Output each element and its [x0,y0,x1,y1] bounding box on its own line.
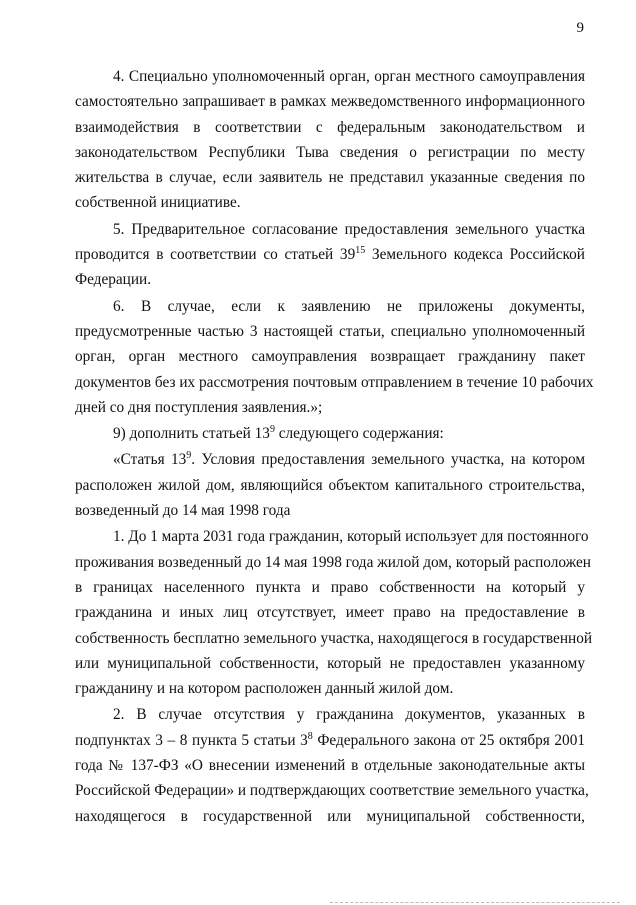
article-heading [75,447,585,523]
text-line: возведенный до 14 мая 1998 года [75,502,291,520]
article-item-1 [75,524,593,701]
text-line: взаимодействия в соответствии с федеральным законодательством и [75,118,585,136]
text-line: собственность бесплатно земельного участка, находящегося в государственной [75,629,593,647]
superscript: 9 [186,450,192,462]
text-fragment: Земельного кодекса Российской [365,246,585,264]
text-line: законодательством Республики Тыва сведения о регистрации по месту [75,143,585,161]
text-line [75,421,585,446]
text-fragment: Федерального закона от 25 октября 2001 [312,731,585,749]
document-body [75,64,594,830]
superscript: 15 [355,245,366,257]
text-line: 2. В случае отсутствия у гражданина документов, указанных в [113,706,585,724]
text-fragment: . Условия предоставления земельного участка, на котором [191,451,586,469]
text-line [75,728,585,753]
text-line: гражданину и на котором расположен данный жилой дом. [75,680,454,698]
text-line: года № 137-ФЗ «О внесении изменений в отдельные законодательные акты [75,757,585,775]
text-line: 1. До 1 марта 2031 года гражданин, который использует для постоянного [113,528,589,546]
text-line [75,242,585,267]
text-fragment: проводится в соответствии со статьей 39 [75,246,356,264]
text-line: или муниципальной собственности, который не предоставлен указанному [75,654,585,672]
superscript: 8 [307,730,313,742]
text-line: гражданина и иных лиц отсутствует, имеет право на предоставление в [75,604,585,622]
text-fragment: подпунктах 3 – 8 пункта 5 статьи 3 [75,731,308,749]
text-line: дней со дня поступления заявления.»; [75,398,323,416]
text-line: документов без их рассмотрения почтовым отправлением в течение 10 рабочих [75,373,594,391]
scan-edge-divider [330,902,620,903]
text-line: 6. В случае, если к заявлению не приложены документы, [113,297,585,315]
text-fragment: «Статья 13 [113,451,187,469]
text-line: Федерации. [75,271,152,289]
text-line [75,447,585,472]
superscript: 9 [269,424,275,436]
article-item-2 [75,702,589,828]
text-line: жительства в случае, если заявитель не представил указанные сведения по [75,169,585,187]
text-line: 5. Предварительное согласование предоставления земельного участка [113,220,585,238]
paragraph-item-4 [75,64,585,216]
text-line: находящегося в государственной или муниципальной собственности, [75,807,585,825]
text-line: собственной инициативе. [75,194,241,212]
paragraph-item-5 [75,217,585,293]
paragraph-item-9 [75,421,585,446]
text-line: предусмотренные частью 3 настоящей статьи, специально уполномоченный [75,322,585,340]
text-line: проживания возведенный до 14 мая 1998 года жилой дом, который расположен [75,553,591,571]
text-line: Российской Федерации» и подтверждающих соответствие земельного участка, [75,782,589,800]
text-line: в границах населенного пункта и право собственности на который у [75,578,585,596]
paragraph-item-6 [75,294,594,420]
text-line: 4. Специально уполномоченный орган, орган местного самоуправления [113,68,585,85]
text-line: самостоятельно запрашивает в рамках межведомственного информационного [75,93,585,111]
text-fragment: 9) дополнить статьей 13 [113,425,270,443]
text-line: орган, орган местного самоуправления возвращает гражданину пакет [75,348,585,366]
text-line: расположен жилой дом, являющийся объектом капитального строительства, [75,476,585,494]
page-number: 9 [576,20,584,36]
text-fragment: следующего содержания: [274,425,444,443]
